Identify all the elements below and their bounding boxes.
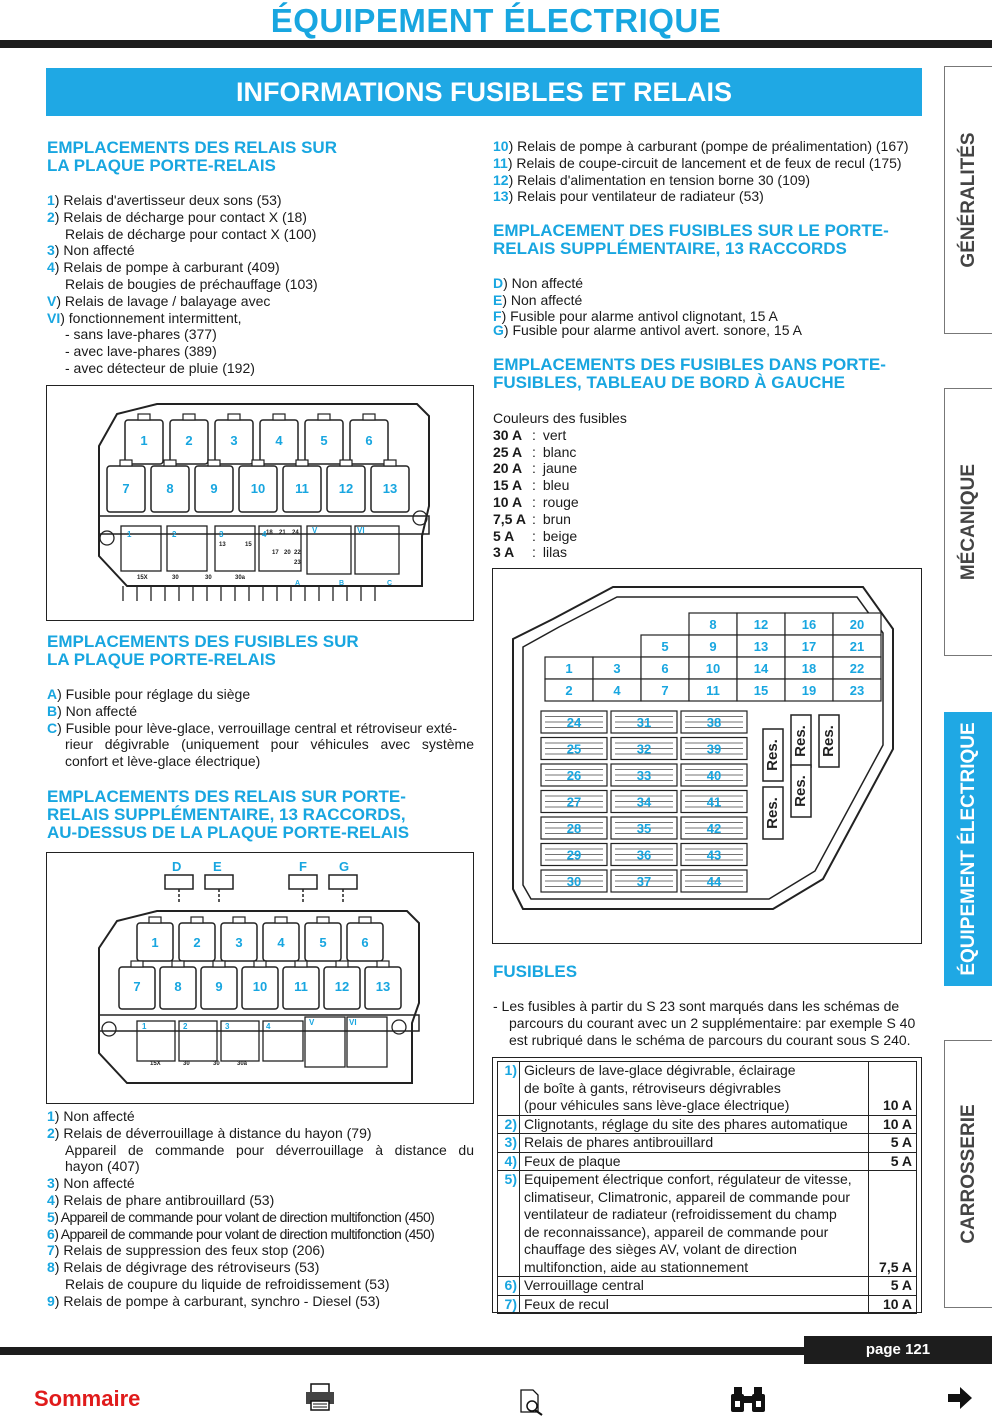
- fuse-number: 12: [753, 617, 769, 632]
- list-item: 2) Relais de déverrouillage à distance du hayon (79): [47, 1124, 372, 1141]
- relay-number: 13: [382, 481, 398, 496]
- small-label: V: [312, 526, 318, 535]
- fuse-number: 4: [613, 683, 621, 698]
- pin-label: 24: [292, 530, 299, 536]
- description-line: Equipement électrique confort, régulateur de vitesse,: [524, 1171, 852, 1187]
- separator: :: [532, 544, 536, 561]
- color-row: [493, 511, 693, 528]
- relay-tab: [138, 414, 150, 420]
- list-item: G) Fusible pour alarme antivol avert. sonore, 15 A: [493, 321, 802, 338]
- relay-tab: [317, 917, 329, 923]
- relay-number: 7: [133, 979, 141, 994]
- fuse-number: 11: [706, 683, 720, 698]
- next-page-arrow-icon[interactable]: [946, 1384, 974, 1419]
- reserve-label: Res.: [791, 725, 809, 757]
- relay-tab: [208, 460, 220, 466]
- connector-label: D: [172, 859, 182, 874]
- small-label: VI: [349, 1018, 357, 1027]
- color-row: [493, 494, 693, 511]
- fuse-color: blanc: [542, 443, 577, 460]
- fuse-number: 24: [566, 715, 582, 730]
- relay-number: 4: [277, 935, 285, 950]
- relay-plate-figure-2: [46, 852, 474, 1104]
- letter-label: B: [339, 580, 345, 587]
- fuse-number: 14: [753, 661, 769, 676]
- list-item: 4) Relais de phare antibrouillard (53): [47, 1191, 275, 1208]
- fuse-list-1: [47, 686, 474, 770]
- tab-generalites[interactable]: GÉNÉRALITÉS: [944, 66, 992, 334]
- fuse-number: 42: [706, 821, 722, 836]
- fuse-number: 17: [801, 639, 817, 654]
- fuse-number: 18: [801, 661, 817, 676]
- relay-tab: [275, 917, 287, 923]
- fuse-number: 1: [565, 661, 573, 676]
- relay-number: 13: [375, 979, 391, 994]
- list-item: 8) Relais de dégivrage des rétroviseurs (53): [47, 1259, 320, 1276]
- description-line: Feux de recul: [524, 1295, 609, 1312]
- list-item: 2) Relais de décharge pour contact X (18): [47, 208, 307, 225]
- small-label: 3: [225, 1022, 230, 1031]
- fuse-list-2: [493, 275, 923, 337]
- list-item: 1) Non affecté: [47, 1108, 135, 1124]
- fuse-number: 22: [849, 661, 865, 676]
- list-item: 11) Relais de coupe-circuit de lancement et de feux de recul (175): [493, 154, 902, 171]
- print-icon[interactable]: [304, 1382, 336, 1419]
- section-banner: INFORMATIONS FUSIBLES ET RELAIS: [46, 68, 922, 116]
- separator: :: [532, 426, 536, 443]
- list-item: C) Fusible pour lève-glace, verrouillage central et rétroviseur exté-: [47, 719, 458, 736]
- row-number: 1): [498, 1062, 520, 1116]
- color-row: [493, 460, 693, 477]
- fuse-color: lilas: [542, 544, 568, 561]
- row-number: 7): [498, 1295, 520, 1314]
- fuse-number: 40: [706, 768, 722, 783]
- fuse-number: 37: [636, 874, 652, 889]
- relay-tab: [254, 961, 266, 967]
- fuse-number: 41: [706, 794, 722, 810]
- list-item: 5) Appareil de commande pour volant de direction multifonction (450): [47, 1208, 435, 1225]
- relay-list-continued: [493, 138, 923, 205]
- list-item: V) Relais de lavage / balayage avec: [47, 292, 271, 309]
- table-row: [498, 1277, 917, 1296]
- table-row: [498, 1171, 917, 1277]
- amperage: 10 A: [493, 493, 523, 510]
- description-line: Relais de phares antibrouillard: [524, 1134, 714, 1150]
- small-label: 4: [266, 1022, 271, 1031]
- fuse-number: 33: [636, 768, 652, 783]
- list-item: Appareil de commande pour déverrouillage à distance du: [65, 1141, 474, 1158]
- relay-number: 6: [365, 433, 373, 448]
- fuse-number: 23: [849, 683, 865, 698]
- bottom-label: 30a: [237, 1061, 248, 1067]
- row-amperage: 10 A: [869, 1295, 917, 1314]
- bottom-label: 15X: [150, 1061, 161, 1067]
- table-row: [498, 1134, 917, 1153]
- amperage: 7,5 A: [493, 510, 526, 527]
- page-header-title: ÉQUIPEMENT ÉLECTRIQUE: [270, 2, 722, 39]
- relay-tab: [183, 414, 195, 420]
- relay-number: 10: [250, 481, 266, 496]
- relay-number: 7: [122, 481, 130, 496]
- connector-label: E: [213, 859, 222, 874]
- relay-plate-diagram-2: [47, 853, 472, 1102]
- row-description: [520, 1062, 869, 1116]
- pin-label: 21: [279, 530, 286, 536]
- list-item: rieur dégivrable (uniquement pour véhicules avec système: [65, 736, 474, 753]
- relay-number: 5: [319, 935, 327, 950]
- fuse-number: 7: [661, 683, 669, 698]
- bottom-label: 30: [183, 1061, 190, 1067]
- fuse-number: 6: [661, 661, 669, 676]
- fuse-number: 43: [706, 847, 722, 863]
- fuse-color-legend: [493, 410, 693, 561]
- color-row: [493, 444, 693, 461]
- description-line: Clignotants, réglage du site des phares automatique: [524, 1115, 848, 1132]
- relay-tab: [318, 414, 330, 420]
- tab-equipement-electrique[interactable]: ÉQUIPEMENT ÉLECTRIQUE: [944, 712, 992, 986]
- binoculars-icon[interactable]: [728, 1384, 768, 1423]
- relay-plate-figure: [46, 385, 474, 621]
- relay-tab: [359, 917, 371, 923]
- list-item: 9) Relais de pompe à carburant, synchro - Diesel (53): [47, 1292, 381, 1309]
- relay-tab: [164, 460, 176, 466]
- amperage: 30 A: [493, 426, 523, 443]
- reserve-label: Res.: [819, 725, 837, 757]
- section-heading-relais: EMPLACEMENTS DES RELAIS SUR LA PLAQUE PORTE-RELAIS: [47, 138, 337, 175]
- reserve-label: Res.: [763, 739, 781, 771]
- list-item: Relais de bougies de préchauffage (103): [65, 275, 318, 292]
- pin-label: 15: [245, 542, 252, 548]
- description-line: climatiseur, Climatronic, appareil de commande pour: [524, 1188, 851, 1205]
- section-heading-fusibles: EMPLACEMENTS DES FUSIBLES SUR LA PLAQUE PORTE-RELAIS: [47, 632, 359, 669]
- description-line: de reconnaissance), appareil de commande pour: [524, 1223, 829, 1240]
- relay-number: 1: [140, 433, 148, 448]
- separator: :: [532, 460, 536, 477]
- description-line: ventilateur de radiateur (refroidissement du champ: [524, 1206, 837, 1222]
- row-number: 3): [498, 1134, 520, 1153]
- pin-label: 13: [219, 542, 226, 548]
- fuse-number: 36: [636, 847, 652, 863]
- table-row: [498, 1295, 917, 1314]
- fuse-number: 2: [565, 683, 573, 698]
- relay-list-2: [47, 1108, 474, 1310]
- fuse-number: 25: [566, 741, 582, 757]
- header-rule: [0, 40, 992, 48]
- relay-tab: [228, 414, 240, 420]
- row-amperage: 5 A: [869, 1152, 917, 1171]
- separator: :: [532, 477, 536, 494]
- relay-tab: [363, 414, 375, 420]
- bottom-label: 30: [205, 575, 212, 581]
- relay-number: 8: [174, 979, 182, 994]
- fuse-color: brun: [542, 510, 571, 527]
- list-item: 13) Relais pour ventilateur de radiateur (53): [493, 188, 764, 205]
- relay-number: 6: [361, 935, 369, 950]
- description-line: Feux de plaque: [524, 1152, 621, 1169]
- letter-label: C: [387, 580, 393, 587]
- relay-number: 2: [193, 935, 201, 950]
- fuse-number: 34: [636, 794, 652, 810]
- fuse-number: 26: [566, 768, 582, 783]
- fuse-number: 21: [849, 639, 865, 654]
- relay-plate-diagram: [47, 386, 472, 619]
- row-description: [520, 1115, 869, 1134]
- fuse-number: 10: [705, 661, 721, 676]
- amperage: 15 A: [493, 477, 523, 494]
- fuse-number: 29: [566, 847, 582, 863]
- fuse-color: bleu: [542, 477, 570, 494]
- list-item: 7) Relais de suppression des feux stop (206): [47, 1242, 325, 1259]
- connector-label: F: [299, 859, 307, 874]
- fuse-number: 39: [706, 741, 722, 757]
- fuse-number: 3: [613, 661, 621, 676]
- section-heading-fusibles-2: FUSIBLES: [493, 962, 578, 981]
- bottom-label: 30a: [235, 575, 246, 581]
- row-description: [520, 1277, 869, 1296]
- legend-title: Couleurs des fusibles: [493, 410, 627, 426]
- separator: :: [532, 493, 536, 510]
- row-number: 6): [498, 1277, 520, 1296]
- fuse-number: 8: [709, 617, 717, 632]
- list-item: F) Fusible pour alarme antivol clignotant, 15 A: [493, 307, 778, 324]
- list-item: 1) Relais d'avertisseur deux sons (53): [47, 192, 282, 208]
- small-label: 3: [219, 530, 224, 539]
- relay-tab: [120, 460, 132, 466]
- fuse-number: 5: [661, 639, 669, 654]
- description-line: Verrouillage central: [524, 1277, 644, 1293]
- fuse-number: 38: [706, 715, 722, 730]
- relay-number: 9: [215, 979, 223, 994]
- list-item: 3) Non affecté: [47, 1175, 135, 1192]
- fuse-number: 20: [849, 617, 865, 632]
- row-number: 5): [498, 1171, 520, 1277]
- tab-carrosserie[interactable]: CARROSSERIE: [944, 1040, 992, 1308]
- row-amperage: 10 A: [869, 1062, 917, 1116]
- relay-tab: [273, 414, 285, 420]
- section-heading-relais-supp: EMPLACEMENTS DES RELAIS SUR PORTE- RELAIS SUPPLÉMENTAIRE, 13 RACCORDS, AU-DESSUS DE LA PLAQUE PORTE-RELAIS: [47, 787, 410, 842]
- list-item: VI) fonctionnement intermittent,: [47, 309, 242, 326]
- fuse-number: 28: [566, 821, 582, 836]
- list-item: hayon (407): [65, 1158, 140, 1175]
- list-item: 10) Relais de pompe à carburant (pompe de préalimentation) (167): [493, 138, 909, 154]
- small-label: 2: [183, 1022, 188, 1031]
- connector-label: G: [339, 859, 350, 874]
- bottom-label: 30: [213, 1061, 220, 1067]
- list-item: A) Fusible pour réglage du siège: [47, 686, 251, 702]
- table-row: [498, 1115, 917, 1134]
- fuse-number: 13: [753, 639, 769, 654]
- fuse-number: 27: [566, 794, 582, 810]
- relay-tab: [295, 961, 307, 967]
- row-number: 2): [498, 1115, 520, 1134]
- relay-number: 12: [338, 481, 354, 496]
- fuse-number: 35: [636, 821, 652, 836]
- relay-number: 10: [252, 979, 268, 994]
- letter-label: A: [295, 580, 301, 587]
- section-heading-fusibles-tableau: EMPLACEMENTS DES FUSIBLES DANS PORTE- FUSIBLES, TABLEAU DE BORD À GAUCHE: [493, 355, 886, 392]
- row-description: [520, 1295, 869, 1314]
- row-description: [520, 1171, 869, 1277]
- page-search-icon[interactable]: [518, 1388, 546, 1423]
- list-item: D) Non affecté: [493, 275, 584, 291]
- small-label: 1: [142, 1022, 147, 1031]
- row-amperage: 10 A: [869, 1115, 917, 1134]
- fuse-number: 19: [801, 683, 817, 698]
- description-line: chauffage des sièges AV, volant de direction: [524, 1241, 797, 1257]
- fuse-number: 9: [709, 639, 717, 654]
- list-item: 12) Relais d'alimentation en tension borne 30 (109): [493, 171, 811, 188]
- list-item: 3) Non affecté: [47, 242, 135, 259]
- fuse-color: beige: [542, 527, 578, 544]
- relay-tab: [149, 917, 161, 923]
- reserve-label: Res.: [791, 775, 809, 807]
- row-amperage: 5 A: [869, 1277, 917, 1296]
- relay-tab: [131, 961, 143, 967]
- relay-tab: [336, 961, 348, 967]
- pin-label: 18: [266, 530, 273, 536]
- description-line: (pour véhicules sans lève-glace électrique): [524, 1097, 790, 1113]
- separator: :: [532, 527, 536, 544]
- list-item: 4) Relais de pompe à carburant (409): [47, 259, 280, 276]
- pin-label: 20: [284, 550, 291, 556]
- list-item: E) Non affecté: [493, 291, 583, 308]
- relay-tab: [213, 961, 225, 967]
- description-line: Gicleurs de lave-glace dégivrable, éclairage: [524, 1062, 796, 1078]
- small-label: 1: [127, 530, 132, 539]
- list-item: 6) Appareil de commande pour volant de direction multifonction (450): [47, 1225, 435, 1242]
- separator: :: [532, 510, 536, 527]
- list-item: - avec détecteur de pluie (192): [65, 359, 255, 376]
- fuse-number: 16: [801, 617, 817, 632]
- relay-tab: [191, 917, 203, 923]
- fuse-number: 44: [706, 874, 722, 889]
- relay-number: 4: [275, 433, 283, 448]
- list-item: - avec lave-phares (389): [65, 343, 217, 360]
- fuse-number: 32: [636, 741, 652, 757]
- relay-number: 1: [151, 935, 159, 950]
- relay-tab: [296, 460, 308, 466]
- relay-number: 5: [320, 433, 328, 448]
- amperage: 3 A: [493, 544, 515, 561]
- list-item: B) Non affecté: [47, 702, 138, 719]
- relay-tab: [340, 460, 352, 466]
- color-row: [493, 477, 693, 494]
- list-item: Relais de décharge pour contact X (100): [65, 225, 317, 242]
- fuse-number: 15: [753, 683, 769, 698]
- small-label: V: [309, 1018, 315, 1027]
- pin-label: 17: [272, 550, 279, 556]
- description-line: multifonction, aide au stationnement: [524, 1258, 749, 1275]
- relay-tab: [377, 961, 389, 967]
- list-item: Relais de coupure du liquide de refroidissement (53): [65, 1275, 390, 1292]
- fuse-table: [497, 1061, 917, 1314]
- bottom-label: 30: [172, 575, 179, 581]
- fuse-box-diagram: [493, 569, 920, 942]
- small-label: 2: [172, 530, 177, 539]
- relay-number: 12: [334, 979, 350, 994]
- row-amperage: 7,5 A: [869, 1171, 917, 1277]
- relay-number: 11: [294, 979, 308, 994]
- color-row: [493, 544, 693, 561]
- table-row: [498, 1062, 917, 1116]
- small-label: VI: [357, 526, 365, 535]
- reserve-label: Res.: [763, 797, 781, 829]
- fuse-box-figure: [492, 568, 922, 944]
- bottom-label: 15X: [137, 575, 148, 581]
- color-row: [493, 528, 693, 545]
- relay-number: 8: [166, 481, 174, 496]
- relay-number: 9: [210, 481, 218, 496]
- amperage: 25 A: [493, 443, 523, 460]
- sommaire-link[interactable]: Sommaire: [34, 1386, 141, 1411]
- fuse-table-box: [492, 1057, 922, 1313]
- separator: :: [532, 443, 536, 460]
- fuse-color: rouge: [542, 493, 579, 510]
- fuse-color: jaune: [542, 460, 578, 477]
- relay-number: 3: [235, 935, 243, 950]
- relay-tab: [233, 917, 245, 923]
- row-description: [520, 1134, 869, 1153]
- pin-label: 22: [294, 550, 301, 556]
- relay-number: 2: [185, 433, 193, 448]
- description-line: de boîte à gants, rétroviseurs dégivrables: [524, 1079, 781, 1096]
- relay-list-1: [47, 192, 477, 377]
- fuse-number: 31: [636, 715, 652, 730]
- row-amperage: 5 A: [869, 1134, 917, 1153]
- row-number: 4): [498, 1152, 520, 1171]
- page-number: page 121: [804, 1336, 992, 1364]
- small-label: 4: [262, 530, 267, 539]
- fuse-color: vert: [542, 426, 567, 443]
- table-row: [498, 1152, 917, 1171]
- relay-tab: [384, 460, 396, 466]
- fuse-note: - Les fusibles à partir du S 23 sont marqués dans les schémas de parcours du courant avec un 2 supplémentaire: par exemple S 40 est rubriqué dans le schéma de parcours du courant sous S 240.: [493, 998, 916, 1048]
- pin-label: 23: [294, 560, 301, 566]
- relay-number: 3: [230, 433, 238, 448]
- list-item: - sans lave-phares (377): [65, 326, 217, 343]
- color-row: [493, 427, 693, 444]
- relay-tab: [252, 460, 264, 466]
- relay-tab: [172, 961, 184, 967]
- list-item: confort et lève-glace électrique): [65, 753, 261, 770]
- row-description: [520, 1152, 869, 1171]
- relay-number: 11: [295, 481, 309, 496]
- tab-mecanique[interactable]: MÉCANIQUE: [944, 388, 992, 656]
- fuse-number: 30: [566, 874, 582, 889]
- amperage: 5 A: [493, 527, 515, 544]
- section-heading-fusibles-supp: EMPLACEMENT DES FUSIBLES SUR LE PORTE- RELAIS SUPPLÉMENTAIRE, 13 RACCORDS: [493, 221, 889, 258]
- amperage: 20 A: [493, 460, 523, 477]
